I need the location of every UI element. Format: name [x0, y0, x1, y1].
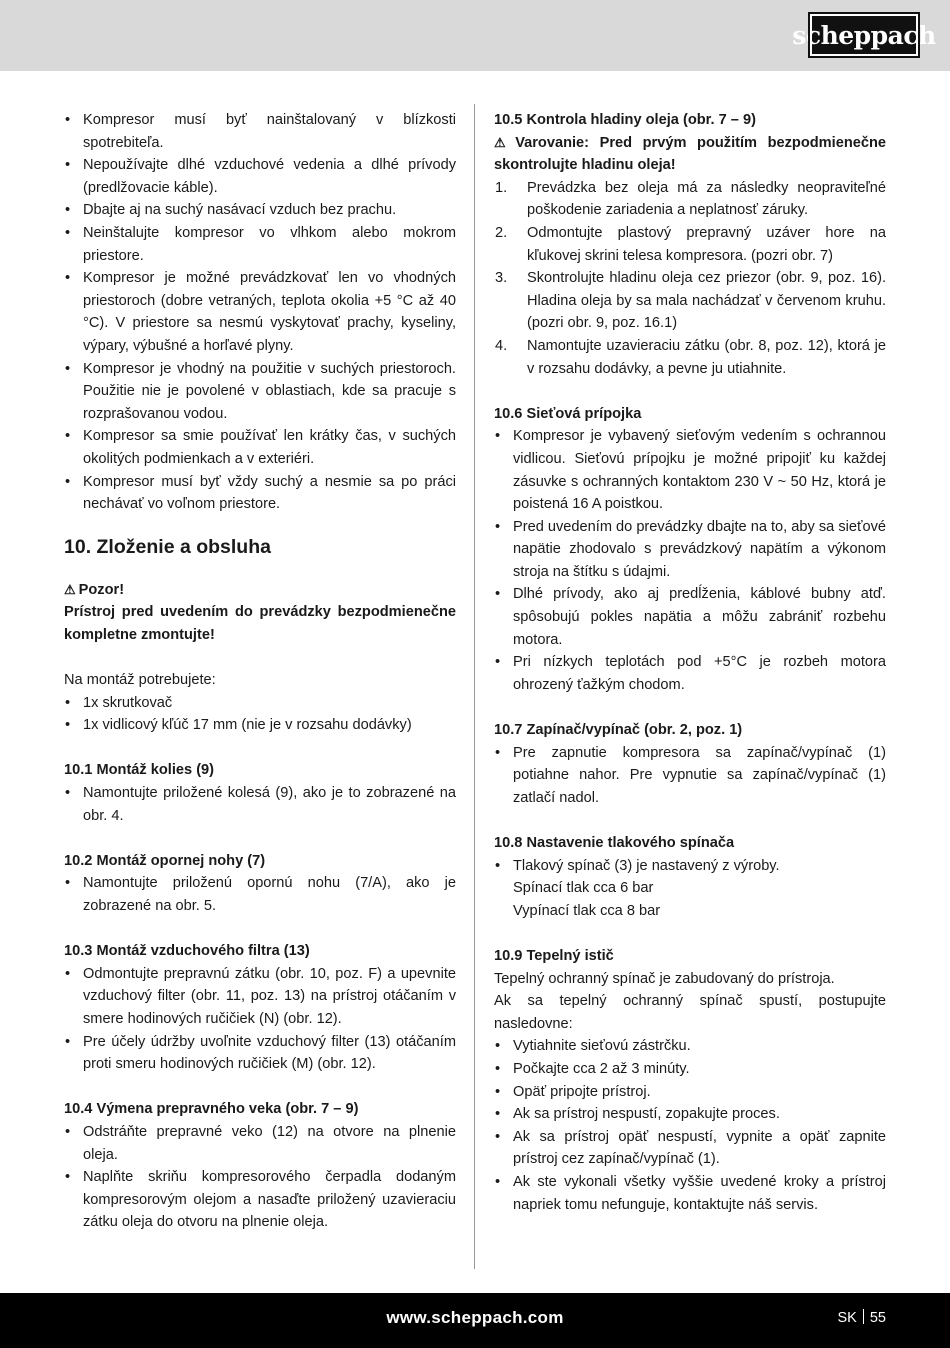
s10-9-list: [494, 1035, 886, 1216]
subsection-title: 10.3 Montáž vzduchového filtra (13): [64, 943, 310, 960]
list-item: 3. Skontrolujte hladinu oleja cez priezor (obr. 9, poz. 16). Hladina oleja by sa mala nachádzať v červenom kruhu. (pozri obr. 9, poz. 16.1): [495, 270, 886, 332]
footer-bar: [0, 1293, 950, 1348]
list-item: • Kompresor je vybavený sieťovým vedením s ochrannou vidlicou. Sieťovú prípojku je možné pripojiť ku každej zásuvke s ochranných kontaktom 230 V ~ 50 Hz, ktorá je poistená 16 A poistkou.: [494, 425, 886, 515]
subsection-title: 10.5 Kontrola hladiny oleja (obr. 7 – 9): [494, 112, 756, 128]
list-item: • Pre zapnutie kompresora sa zapínač/vypínač (1) potiahne nahor. Pre vypnutie sa zapínač/vypínač (1) zatlačí nadol.: [494, 742, 886, 810]
list-item: • Kompresor je vhodný na použitie v suchých priestoroch. Použitie nie je povolené v oblastiach, kde sa pracuje s rozprašovanou vodou.: [64, 358, 456, 426]
list-item: • Pre účely údržby uvoľnite vzduchový filter (13) otáčaním proti smeru hodinových ručičiek (M) (obr. 12).: [64, 1031, 456, 1076]
s10-5-steps: [494, 177, 886, 380]
list-item: • Kompresor je možné prevádzkovať len vo vhodných priestoroch (dobre vetraných, teplota okolia +5 °C až 40 °C). V priestore sa nesmú vyskytovať prachy, kyseliny, výpary, výbušné a horľavé plyny.: [64, 267, 456, 357]
needed-intro: Na montáž potrebujete:: [64, 672, 216, 689]
warning-text: ⚠ Varovanie: Pred prvým použitím bezpodmienečne skontrolujte hladinu oleja!: [494, 134, 887, 174]
list-item: 2. Odmontujte plastový prepravný uzáver hore na kľukovej skrini telesa kompresora. (pozri obr. 7): [495, 224, 886, 264]
list-item: • Namontujte priložené kolesá (9), ako je to zobrazené na obr. 4.: [64, 782, 456, 827]
subsection-title: 10.1 Montáž kolies (9): [64, 762, 215, 779]
list-item: • Naplňte skriňu kompresorového čerpadla dodaným kompresorovým olejom a nasaďte priložený uzavieraciu zátku oleja do otvoru na plnenie oleja.: [64, 1166, 456, 1234]
left-column: [64, 109, 456, 1234]
subsection-title: 10.7 Zapínač/vypínač (obr. 2, poz. 1): [494, 722, 743, 739]
caution-text: Prístroj pred uvedením do prevádzky bezpodmienečne kompletne zmontujte!: [64, 604, 456, 643]
list-item: • Dbajte aj na suchý nasávací vzduch bez prachu.: [64, 199, 456, 222]
brand-logo: scheppach: [810, 14, 918, 56]
list-item: 1. Prevádzka bez oleja má za následky neopraviteľné poškodenie zariadenia a neplatnosť záruky.: [495, 179, 886, 219]
warning-triangle-icon: ⚠: [494, 134, 513, 150]
subsection-title: 10.6 Sieťová prípojka: [494, 405, 642, 422]
subsection-title: 10.4 Výmena prepravného veka (obr. 7 – 9): [64, 1101, 359, 1118]
s10-8-list: [494, 855, 886, 923]
list-item: • Počkajte cca 2 až 3 minúty.: [494, 1058, 886, 1081]
s10-1-list: [64, 782, 456, 827]
paragraph: Tepelný ochranný spínač je zabudovaný do prístroja.: [494, 970, 835, 987]
list-item: • Ak sa prístroj opäť nespustí, vypnite a opäť zapnite prístroj cez zapínač/vypínač (1).: [494, 1126, 886, 1171]
s10-7-list: [494, 742, 886, 810]
s10-4-list: [64, 1121, 456, 1234]
list-item: • Opäť pripojte prístroj.: [494, 1081, 886, 1104]
subsection-title: 10.2 Montáž opornej nohy (7): [64, 852, 266, 869]
warning-triangle-icon: ⚠: [64, 581, 76, 597]
language-code: SK: [837, 1310, 857, 1326]
column-divider: [474, 104, 475, 1269]
list-item: • Pred uvedením do prevádzky dbajte na to, aby sa sieťové napätie zhodovalo s prevádzkový napätím a výkonom stroja na štítku s údajmi.: [494, 516, 886, 584]
website-link[interactable]: www.scheppach.com: [386, 1308, 564, 1327]
list-item: • Kompresor sa smie používať len krátky čas, v suchých okolitých podmienkach a v exteriéri.: [64, 425, 456, 470]
list-item: • Odmontujte prepravnú zátku (obr. 10, poz. F) a upevnite vzduchový filter (obr. 11, poz. 13) na prístroj otáčaním v smere hodinových ručičiek (N) (obr. 12).: [64, 963, 456, 1031]
list-item: • 1x skrutkovač: [64, 692, 456, 715]
list-item: • Odstráňte prepravné veko (12) na otvore na plnenie oleja.: [64, 1121, 456, 1166]
subsection-title: 10.9 Tepelný istič: [494, 947, 614, 964]
list-item: • 1x vidlicový kľúč 17 mm (nie je v rozsahu dodávky): [64, 714, 456, 737]
s10-2-list: [64, 872, 456, 917]
list-item: • Pri nízkych teplotách pod +5°C je rozbeh motora ohrozený ťažkým chodom.: [494, 651, 886, 696]
page-indicator: [838, 1293, 886, 1343]
list-item: • Namontujte priloženú opornú nohu (7/A), ako je zobrazené na obr. 5.: [64, 872, 456, 917]
list-item: • Kompresor musí byť vždy suchý a nesmie sa po práci nechávať vo voľnom priestore.: [64, 471, 456, 516]
right-column: [494, 109, 886, 1216]
list-item: • Vytiahnite sieťovú zástrčku.: [494, 1035, 886, 1058]
s10-3-list: [64, 963, 456, 1076]
intro-bullet-list: [64, 109, 456, 516]
s10-6-list: [494, 425, 886, 696]
list-item: 4. Namontujte uzavieraciu zátku (obr. 8, poz. 12), ktorá je v rozsahu dodávky, a pevne ju utiahnite.: [495, 337, 886, 377]
list-item: • Neinštalujte kompresor vo vlhkom alebo mokrom priestore.: [64, 222, 456, 267]
list-item: • Kompresor musí byť nainštalovaný v blízkosti spotrebiteľa.: [64, 109, 456, 154]
list-item: • Ak ste vykonali všetky vyššie uvedené kroky a prístroj napriek tomu nefunguje, kontaktujte náš servis.: [494, 1171, 886, 1216]
list-item: • Tlakový spínač (3) je nastavený z výroby. Spínací tlak cca 6 bar Vypínací tlak cca 8 bar: [494, 855, 886, 923]
section-title: 10. Zloženie a obsluha: [64, 535, 271, 558]
list-item: • Ak sa prístroj nespustí, zopakujte proces.: [494, 1103, 886, 1126]
list-item: • Dlhé prívody, ako aj predĺženia, káblové bubny atď. spôsobujú pokles napätia a môžu zabrániť rozbehu motora.: [494, 583, 886, 651]
list-item: • Nepoužívajte dlhé vzduchové vedenia a dlhé prívody (predlžovacie káble).: [64, 154, 456, 199]
subsection-title: 10.8 Nastavenie tlakového spínača: [494, 835, 735, 851]
page-number: 55: [869, 1310, 886, 1326]
paragraph: Ak sa tepelný ochranný spínač spustí, postupujte nasledovne:: [494, 993, 886, 1032]
needed-list: [64, 692, 456, 737]
caution-heading: ⚠ Pozor!: [64, 581, 125, 598]
